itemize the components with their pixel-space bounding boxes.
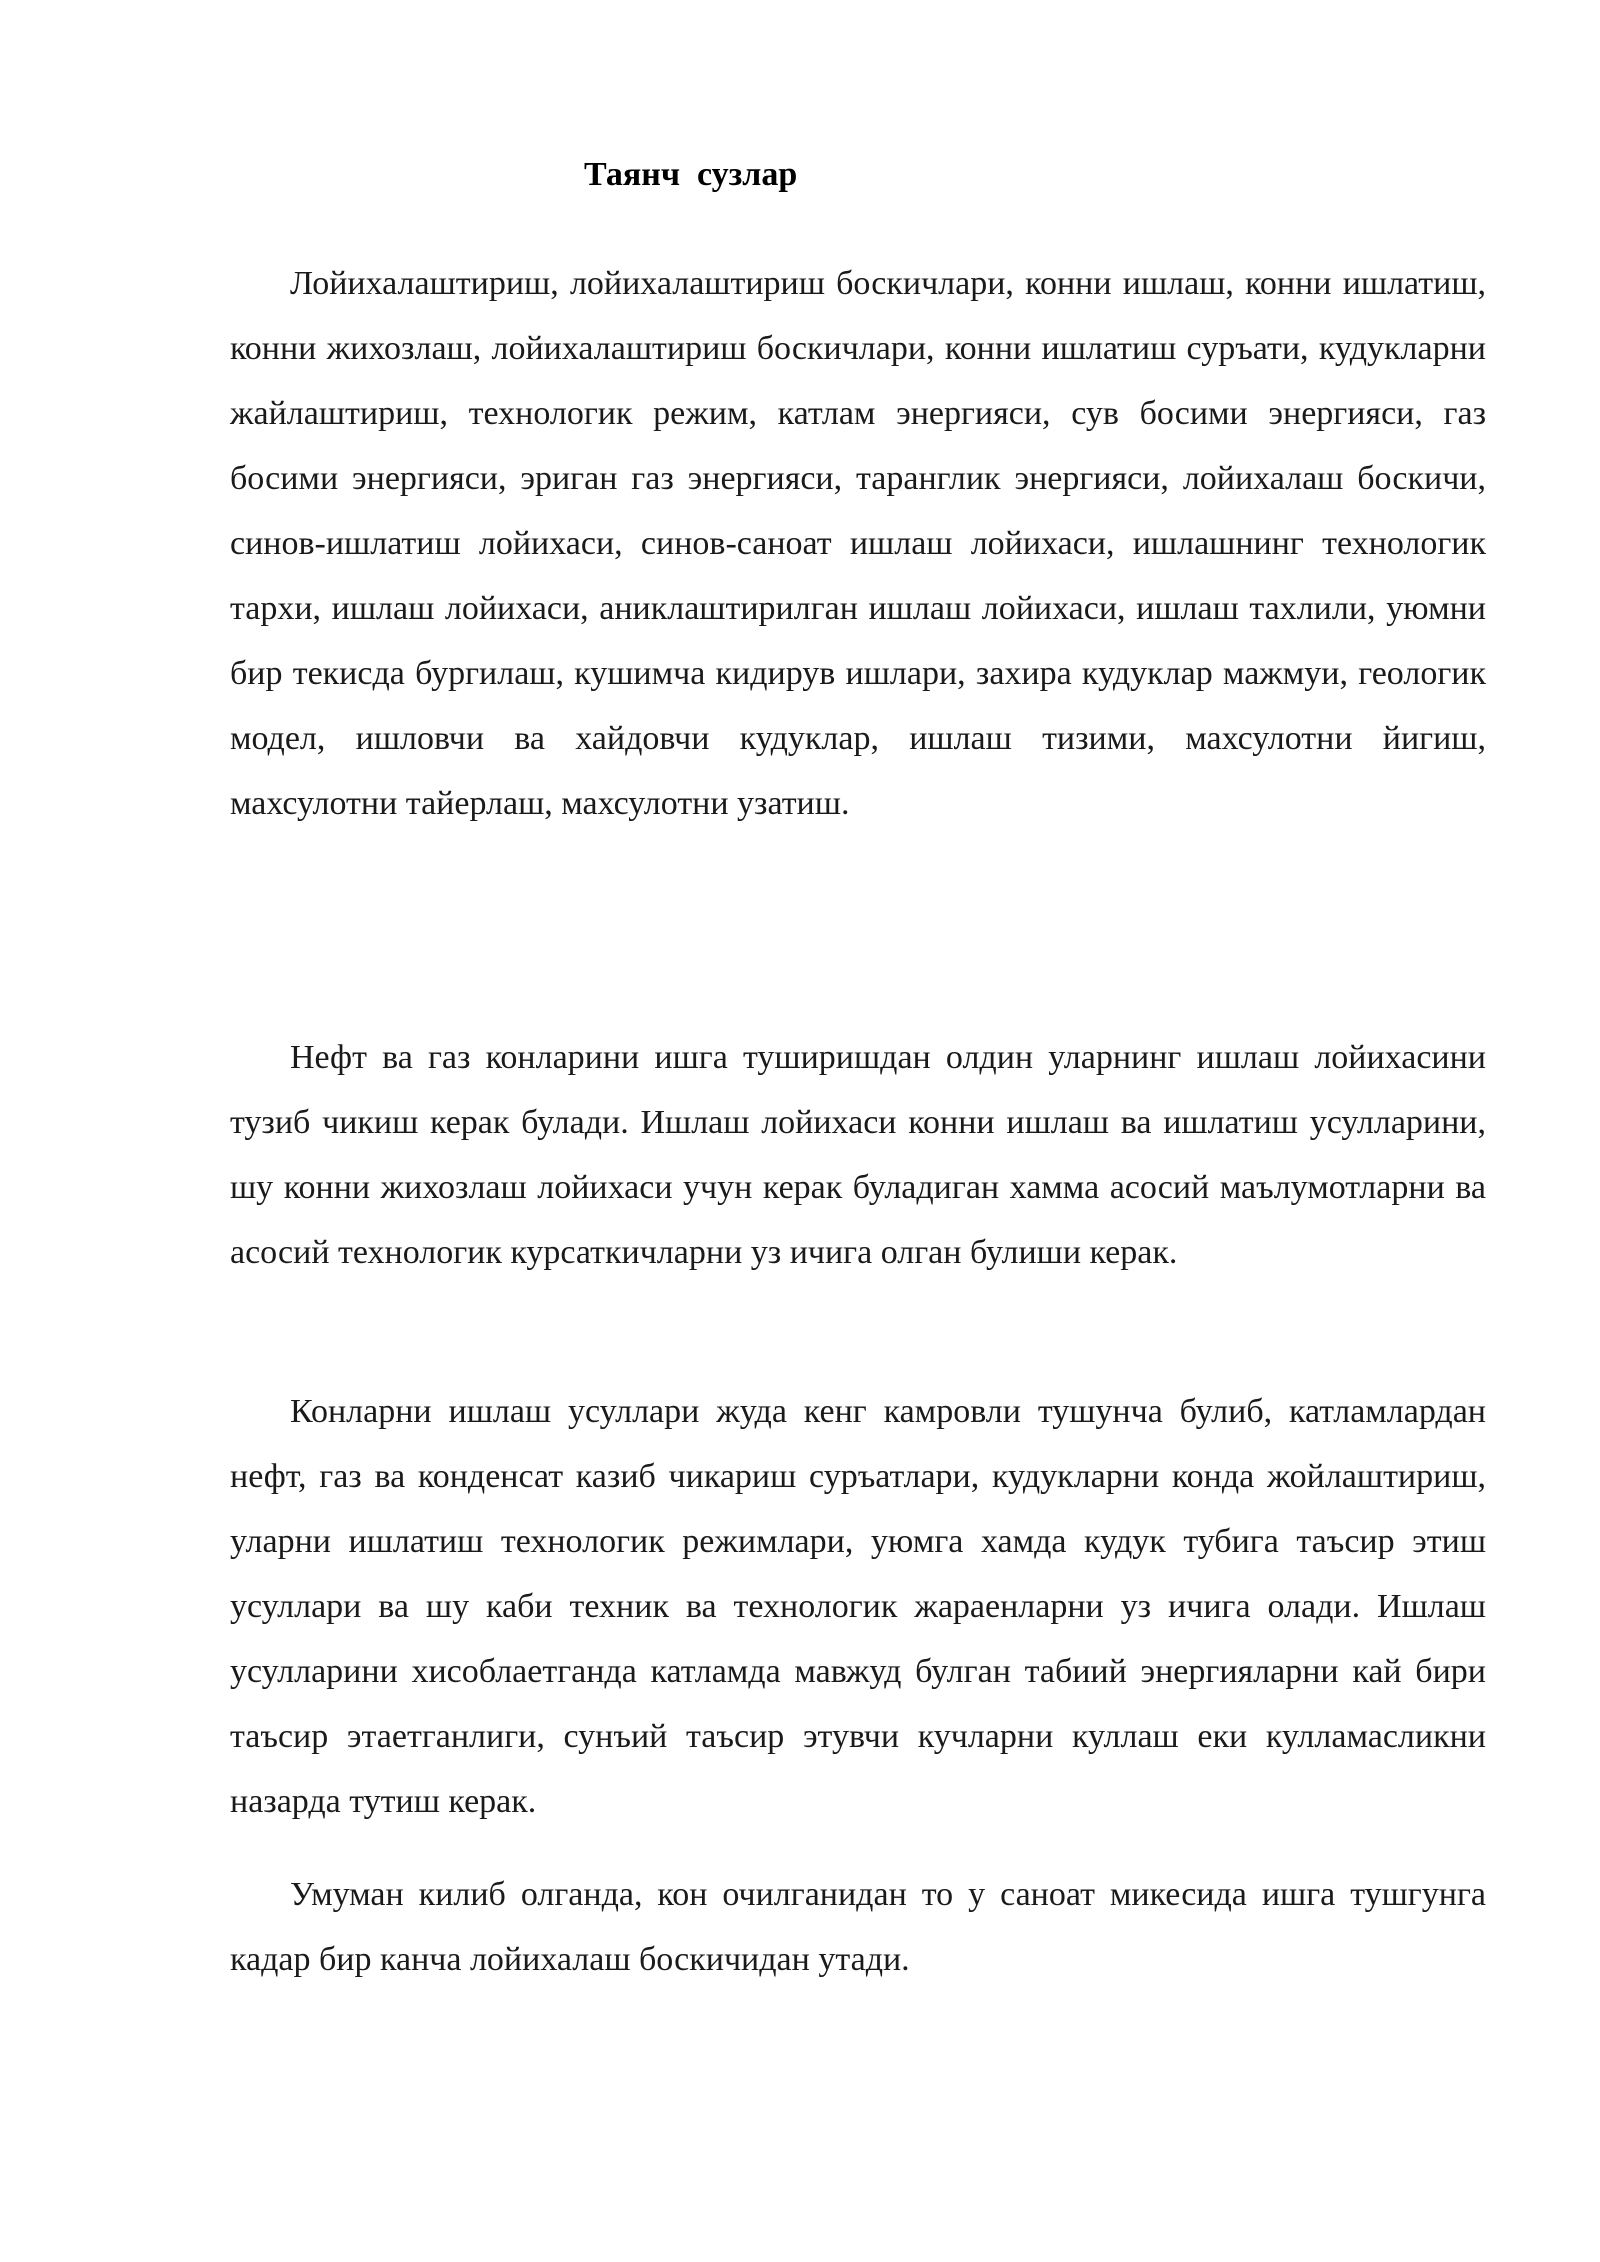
- body-paragraph-3: Умуман килиб олганда, кон очилганидан то у саноат микесида ишга тушгунга кадар бир канча лойихалаш боскичидан утади.: [230, 1876, 1486, 1978]
- body-paragraph-1: Нефт ва газ конларини ишга туширишдан олдин уларнинг ишлаш лойихасини тузиб чикиш керак булади. Ишлаш лойихаси конни ишлаш ва ишлатиш усулларини, шу конни жихозлаш лойихаси учун керак буладиган хамма асосий маълумотларни ва асосий технологик курсаткичларни уз ичига олган булиши керак.: [230, 1039, 1486, 1271]
- keywords-heading: Таянч сузлар: [584, 156, 798, 193]
- body-paragraph-2: Конларни ишлаш усуллари жуда кенг камровли тушунча булиб, катламлардан нефт, газ ва конденсат казиб чикариш суръатлари, кудукларни конда жойлаштириш, уларни ишлатиш технологик режимлари, уюмга хамда кудук тубига таъсир этиш усуллари ва шу каби техник ва технологик жараенларни уз ичига олади. Ишлаш усулларини хисоблаетганда катламда мавжуд булган табиий энергияларни кай бири таъсир этаетганлиги, сунъий таъсир этувчи кучларни куллаш еки кулламасликни назарда тутиш керак.: [230, 1393, 1486, 1820]
- keywords-paragraph: Лойихалаштириш, лойихалаштириш боскичлари, конни ишлаш, конни ишлатиш, конни жихозлаш, лойихалаштириш боскичлари, конни ишлатиш суръати, кудукларни жайлаштириш, технологик режим, катлам энергияси, сув босими энергияси, газ босими энергияси, эриган газ энергияси, таранглик энергияси, лойихалаш боскичи, синов-ишлатиш лойихаси, синов-саноат ишлаш лойихаси, ишлашнинг технологик тархи, ишлаш лойихаси, аниклаштирилган ишлаш лойихаси, ишлаш тахлили, уюмни бир текисда бургилаш, кушимча кидирув ишлари, захира кудуклар мажмуи, геологик модел, ишловчи ва хайдовчи кудуклар, ишлаш тизими, махсулотни йигиш, махсулотни тайерлаш, махсулотни узатиш.: [230, 265, 1486, 822]
